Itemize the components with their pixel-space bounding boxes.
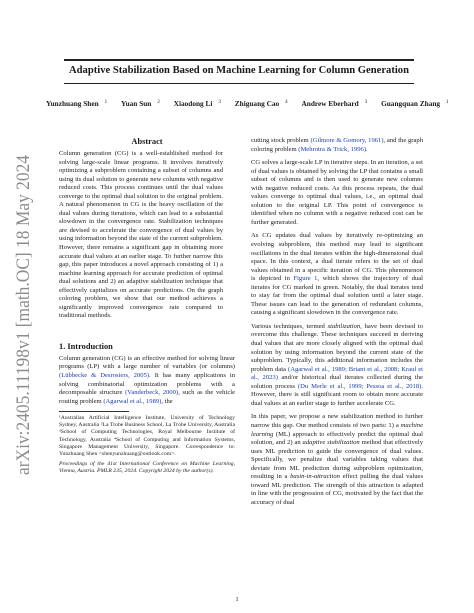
author: Guangquan Zhang $^1$ <box>381 99 449 108</box>
abstract-text: Column generation (CG) is a well-established method for solving large-scale linear programs. It involves iteratively optimizing a subproblem containing a subset of columns and using its dual solution to generate new columns with negative reduced costs. This process continues until the dual values converge to the optimal dual solution to the original problem. A natural phenomenon in CG is the heavy oscillation of the dual values during iterations, which can lead to a substantial slowdown in the convergence rate. Stabilization techniques are devised to accelerate the convergence of dual values by using information beyond the state of the current subproblem. However, there remains a significant gap in obtaining more accurate dual values at an earlier stage. To further narrow this gap, this paper introduces a novel approach consisting of 1) a machine learning approach for accurate prediction of optimal dual solutions and 2) an adaptive stabilization technique that effectively capitalizes on accurate predictions. On the graph coloring problem, we show that our method achieves a significantly improved convergence rate compared to traditional methods. <box>59 150 223 320</box>
arxiv-identifier-text: arXiv:2405.11198v1 [math.OC] 18 May 2024 <box>14 150 34 475</box>
author: Xiaodong Li $^3$ <box>173 99 221 108</box>
citation-link[interactable]: (Lübbecke & Desrosiers, 2005) <box>59 372 150 380</box>
author: Andrew Eberhard $^3$ <box>301 99 368 108</box>
proceedings-footnote: Proceedings of the 41st International Conference on Machine Learning, Vienna, Austria. PMLR 235, 2024. Copyright 2024 by the author(s). <box>59 460 235 474</box>
footnote-rule <box>59 411 129 412</box>
body-paragraph: Various techniques, termed stabilization, have been devised to overcome this challenge. These techniques succeed in deriving dual values that are more closely aligned with the optimal dual solution by using information beyond the current state of the subproblem. Typically, this additional information includes the problem data (Agarwal et al., 1989; Briant et al., 2008; Kraul et al., 2023) and/or historical dual iterates collected during the solution process (Du Merle et al., 1999; Pessoa et al., 2018). However, there is still significant room to obtain more accurate dual values at an earlier stage to further accelerate CG. <box>251 322 423 407</box>
author-list <box>40 99 449 108</box>
citation-link[interactable]: (Du Merle et al., 1999; Pessoa et al., 2018) <box>297 382 422 390</box>
citation-link[interactable]: (Gilmore & Gomory, 1961) <box>310 137 384 144</box>
body-paragraph: In this paper, we propose a new stabilization method to further narrow this gap. Our method consists of two parts: 1) a machine learning (ML) approach to effectively predict the optimal dual solution, and 2) an adaptive stabilization method that effectively uses ML prediction to guide the convergence of dual values. Specifically, we penalize dual variables taking values that deviate from ML prediction during subproblem optimization, resulting in a basin-in-attraction effect pulling the dual values toward ML prediction. The strength of this attraction is adapted in line with the progression of CG, motivated by the fact that the accuracy of dual <box>251 413 424 506</box>
citation-link[interactable]: (Vanderbeck, 2000) <box>125 389 179 397</box>
introduction-paragraph: Column generation (CG) is an effective method for solving linear programs (LP) with a large number of variables (or columns) (Lübbecke & Desrosiers, 2005). It has many applications in solving combinatorial optimization problems with a decomposable structure (Vanderbeck, 2000), such as the vehicle routing problem (Agarwal et al., 1989), the <box>59 354 235 405</box>
left-column <box>59 137 235 478</box>
citation-link[interactable]: (Agarwal et al., 1989) <box>103 397 162 405</box>
page-number: 1 <box>235 596 239 603</box>
title-top-rule <box>64 59 414 61</box>
author: Yuan Sun $^2$ <box>121 99 160 108</box>
paper-title: Adaptive Stabilization Based on Machine Learning for Column Generation <box>69 65 409 76</box>
author: Zhiguang Cao $^4$ <box>234 99 288 108</box>
body-paragraph: CG solves a large-scale LP in iterative steps. In an iteration, a set of dual values is obtained by solving the LP that contains a small subset of columns and is then used to generate new columns with negative reduced costs. As this process repeats, the dual values converge to optimal dual values, i.e., an optimal dual solution to the original LP. This point of convergence is identified when no column with a negative reduced cost can be further generated. <box>251 159 423 226</box>
author: Yunzhuang Shen $^1$ <box>46 99 108 108</box>
figure-link[interactable]: Figure 1 <box>293 275 318 283</box>
citation-link[interactable]: (Agarwal et al., 1989; Briant et al., 2008; Kraul et al., 2023) <box>251 365 423 382</box>
introduction-heading: 1. Introduction <box>59 341 113 351</box>
affiliations-footnote: ¹Australian Artificial Intelligence Institute, University of Technology Sydney, Australia ²La Trobe Business School, La Trobe University, Australia ³School of Computing Technologies, Royal Melbourne Institute of Technology, Australia ⁴School of Computing and Information Systems, Singapore Management University, Singapore. Correspondence to: Yunzhuang Shen <shenyunzhuang@outlook.com>. <box>59 415 235 457</box>
body-paragraph: cutting stock problem (Gilmore & Gomory, 1961), and the graph coloring problem (Mehrotra & Trick, 1996). <box>251 137 424 153</box>
body-paragraph: As CG updates dual values by iteratively re-optimizing an evolving subproblem, this method may lead to significant oscillations in the dual iterates within the high-dimensional dual space. In this context, a dual iterate refers to the set of dual values obtained in a specific iteration of CG. This phenomenon is depicted in Figure 1, which shows the trajectory of dual iterates for CG marked in green. Notably, the dual iterates tend to stay far from the optimal dual solution until a later stage. These issues can lead to the generation of redundant columns, causing a significant slowdown in the convergence rate. <box>251 232 423 317</box>
citation-link[interactable]: (Mehrotra & Trick, 1996) <box>298 145 367 153</box>
title-bottom-rule <box>64 83 414 84</box>
right-column <box>251 137 423 512</box>
abstract-heading: Abstract <box>131 137 163 146</box>
arxiv-identifier <box>3 150 37 480</box>
